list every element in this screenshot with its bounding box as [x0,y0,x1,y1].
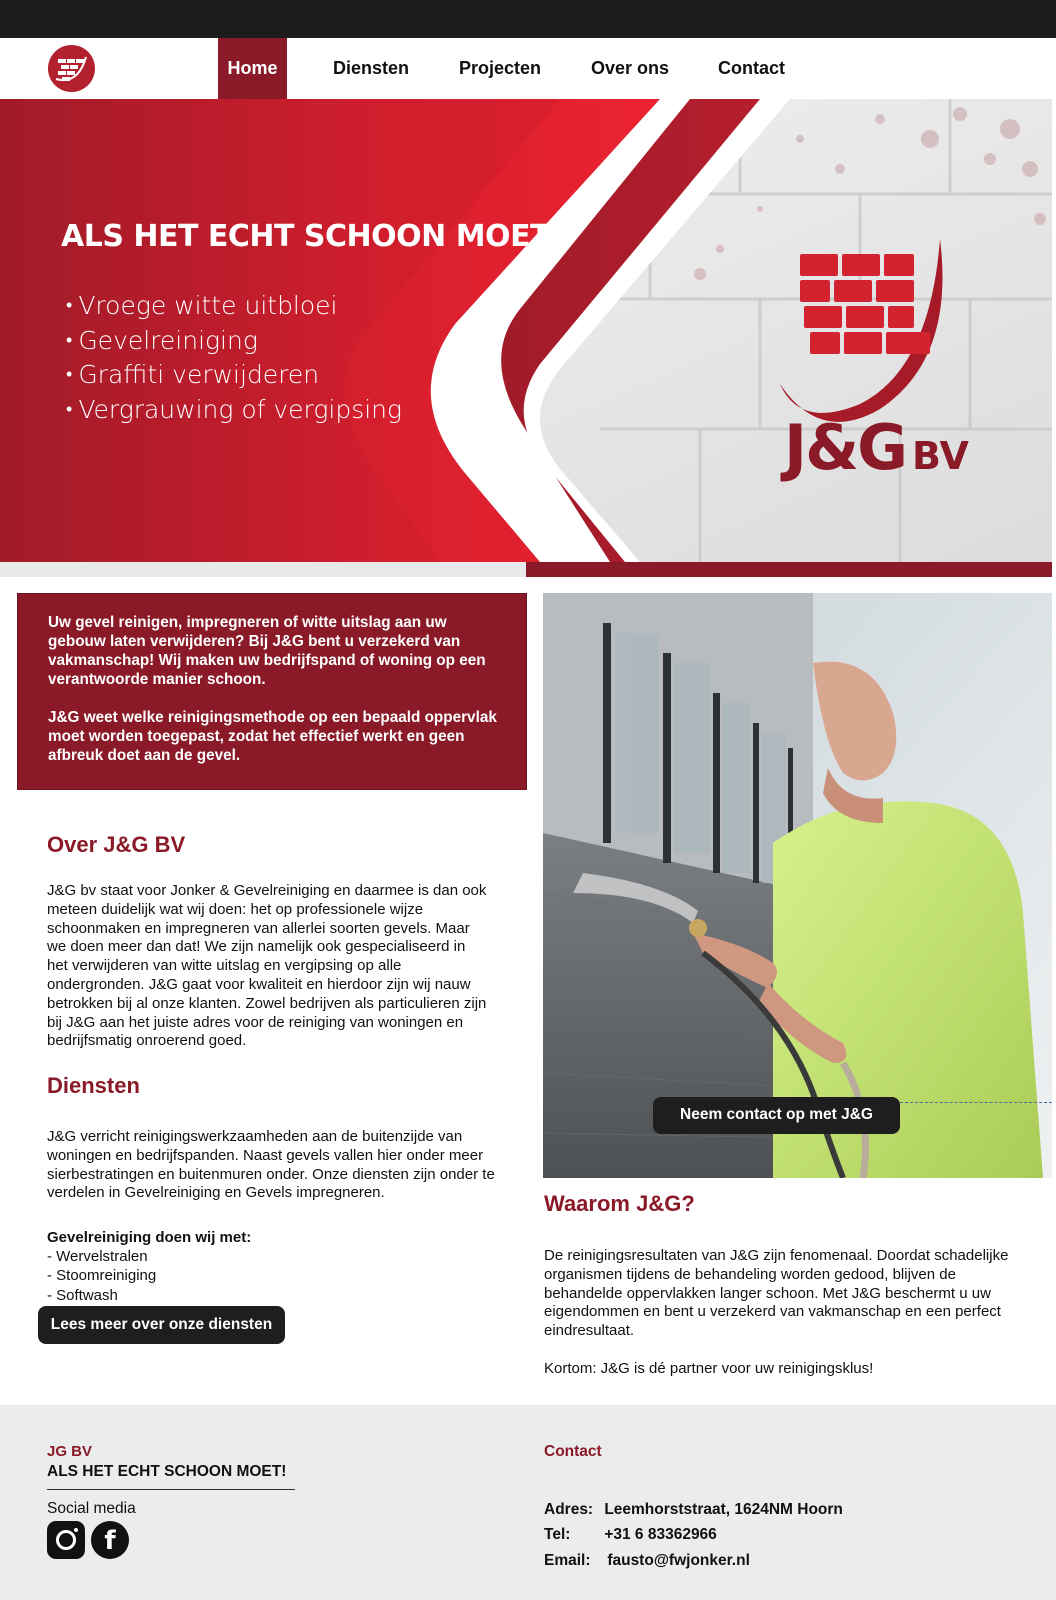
list-item: - Softwash [47,1286,118,1304]
nav-item-over-ons[interactable]: Over ons [591,58,670,78]
intro-box [17,593,527,790]
services-title: Diensten [47,1073,140,1098]
nav-item-projecten[interactable]: Projecten [459,58,542,78]
services-list [47,1228,251,1305]
intro-paragraph: Uw gevel reinigen, impregneren of witte uitslag aan uw gebouw laten verwijderen? Bij J&G bent u verzekerd van vakmanschap! Wij maken uw bedrijfspand of woning op een verantwoorde manier schoon. [48,614,486,688]
nav-item-contact[interactable]: Contact [718,58,785,78]
worker-photo [543,593,1052,1178]
tel-value[interactable]: +31 6 83362966 [604,1526,717,1543]
footer-brand: JG BV [47,1443,93,1460]
logo-icon[interactable] [48,45,95,92]
footer-divider [47,1489,295,1490]
tel-label: Tel: [544,1526,571,1543]
hero-bullet: • Gevelreiniging [66,324,402,359]
hero-bullet: • Vroege witte uitbloei [66,289,402,324]
hero-bullet: • Graffiti verwijderen [66,358,402,393]
email-label: Email: [544,1552,591,1569]
nav-item-home[interactable]: Home [218,38,287,99]
address-label: Adres: [544,1501,594,1518]
footer-slogan: ALS HET ECHT SCHOON MOET! [47,1463,287,1480]
address-value: Leemhorststraat, 1624NM Hoorn [604,1501,843,1518]
list-item: - Wervelstralen [47,1248,148,1266]
main-navigation [0,38,1052,99]
footer-email-row [544,1552,750,1570]
why-title: Waarom J&G? [544,1191,695,1216]
email-value[interactable]: fausto@fwjonker.nl [607,1552,750,1569]
hero-brand-suffix: BV [912,434,969,478]
divider-stripe-light [0,562,526,577]
facebook-icon[interactable]: f [91,1521,129,1559]
hero-banner [0,99,1052,562]
contact-button[interactable]: Neem contact op met J&G [653,1097,900,1134]
list-item: - Stoomreiniging [47,1267,157,1285]
footer-tel-row [544,1526,717,1544]
footer-social-label: Social media [47,1500,136,1517]
hero-bullet: • Vergrauwing of vergipsing [66,393,402,428]
about-title: Over J&G BV [47,832,186,857]
services-more-button[interactable]: Lees meer over onze diensten [38,1306,285,1344]
hero-bullet-list [66,289,402,427]
why-text [544,1247,1034,1379]
why-paragraph: Kortom: J&G is dé partner voor uw reinigingsklus! [544,1359,874,1377]
hero-brand-name [784,411,969,484]
hero-brand-main: J&G [784,411,907,484]
about-text: J&G bv staat voor Jonker & Gevelreiniging en daarmee is dan ook meteen duidelijk wat wij doen: het op professionele wijze schoonmaken en impregneren van allerlei soorten gevels. Maar we doen meer dan dat! We zijn namelijk ook gespecialiseerd in het verwijderen van witte uitslag en vergipsing op alle ondergronden. J&G gaat voor kwaliteit en hierdoor zijn wij nauw betrokken bij al onze klanten. Zowel bedrijven als particulieren zijn bij J&G aan het juiste adres voor de reiniging van woningen en bedrijfsmatig onroerend goed. [47,882,487,1050]
footer-address-row [544,1501,843,1519]
footer-contact-title: Contact [544,1443,602,1460]
nav-item-diensten[interactable]: Diensten [333,58,410,78]
dashed-divider [900,1102,1052,1103]
divider-stripe-dark [526,562,1052,577]
intro-paragraph: J&G weet welke reinigingsmethode op een bepaald oppervlak moet worden toegepast, zodat het effectief werkt en geen afbreuk doet aan de gevel. [48,709,497,764]
hero-title: ALS HET ECHT SCHOON MOET [61,219,551,254]
top-bar [0,0,1056,38]
services-text: J&G verricht reinigingswerkzaamheden aan de buitenzijde van woningen en bedrijfspanden. Naast gevels vallen hier onder meer sierbestratingen en buitenmuren onder. Onze diensten zijn onder te verdelen in Gevelreiniging en Gevels impregneren. [47,1128,495,1202]
footer [0,1405,1056,1600]
services-list-heading: Gevelreiniging doen wij met: [47,1229,252,1246]
instagram-icon[interactable] [47,1521,85,1559]
why-paragraph: De reinigingsresultaten van J&G zijn fenomenaal. Doordat schadelijke organismen tijdens de behandeling worden gedood, blijven de behandelde oppervlakken langer schoon. Met J&G beschermt u uw eigendommen en bent u verzekerd van vakmanschap en een perfect eindresultaat. [544,1247,1009,1340]
